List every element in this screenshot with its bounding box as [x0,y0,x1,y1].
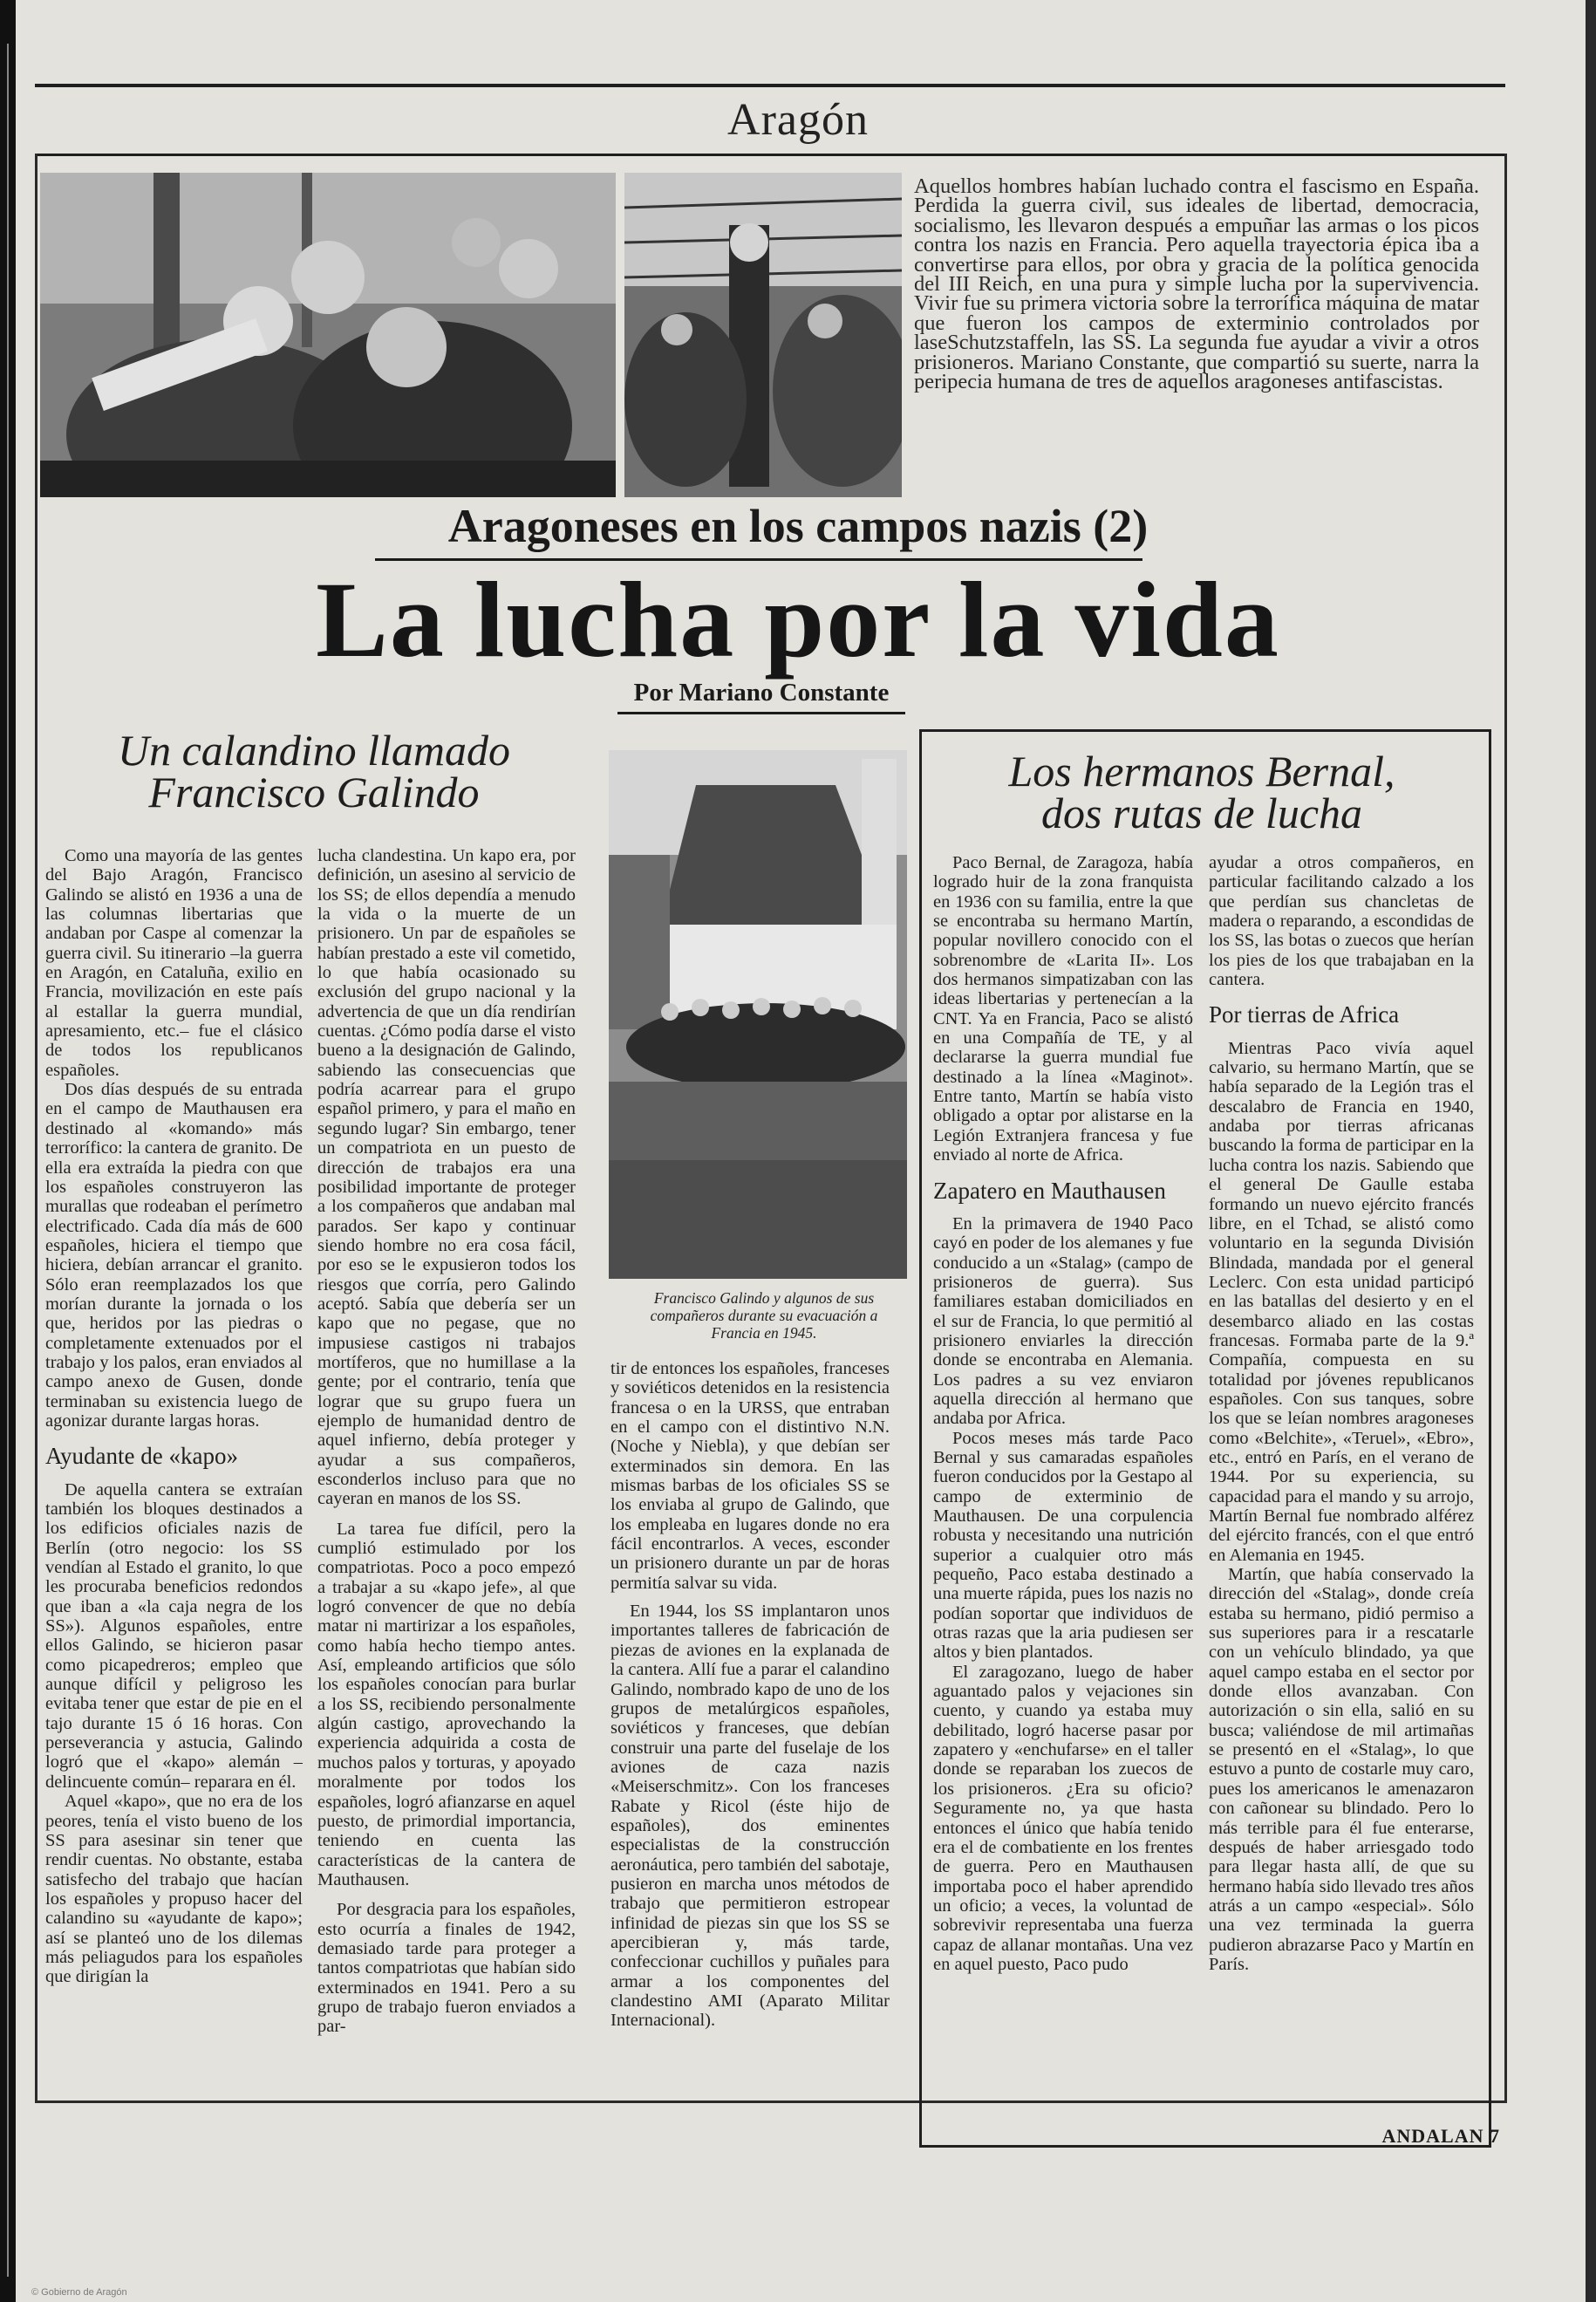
paragraph: El zaragozano, luego de haber aguantado palos y vejaciones sin cuento, y cuando ya estaba muy debilitado, logró hacerse pasar por zapatero y «enchufarse» en el taller donde se reparaban los zuecos de los prisioneros. ¿Era su oficio? Seguramente no, ya que hasta entonces el único que había tenido era el de combatiente en los frentes de guerra. Pero en Mauthausen importaba poco el haber aprendido un oficio; a veces, la voluntad de sobrevivir representaba una fuerza capaz de allanar montañas. Una vez en aquel puesto, Paco pudo [933,1662,1193,1974]
photo-galindo-group [609,750,907,1279]
photo-caption: Francisco Galindo y algunos de sus compañeros durante su evacuación a Francia en 1945. [650,1289,878,1342]
page-footer: ANDALAN 7 [1381,2125,1500,2147]
paragraph: Mientras Paco vivía aquel calvario, su hermano Martín, que se había separado de la Legión tras el descalabro de Francia en 1940, andaba por tierras africanas buscando la forma de participar en la lucha contra los nazis. Sabiendo que el general De Gaulle estaba formando un nuevo ejército francés libre, en el Tchad, se alistó como voluntario en la segunda División Blindada, mandada por el general Leclerc. Con esta unidad participó en las batallas del desierto y en el desembarco aliado en las costas francesas. Formaba parte de la 9.ª Compañía, compuesta en su totalidad por jóvenes republicanos españoles. Con sus tanques, sobre los que se leían nombres aragoneses como «Belchite», «Teruel», «Ebro», etc., entró en París, en el verano de 1944. Por su experiencia, su capacidad para el mando y su arrojo, Martín Bernal fue nombrado alférez del ejército francés, con el que entró en Alemania en 1945. [1209,1038,1474,1565]
bernal-column-2 [1209,853,1474,2135]
paragraph: ayudar a otros compañeros, en particular facilitando calzado a los que perdían sus chancletas de madera o reparando, a escondidas de los SS, las botas o zuecos que herían los pies de los que trabajaban en la cantera. [1209,853,1474,990]
section-heading: Aragón [727,95,869,145]
paragraph: lucha clandestina. Un kapo era, por definición, un asesino al servicio de los SS; de ellos dependía a menudo la vida o la muerte de un prisionero. Un par de españoles se habían prestado a este vil cometido, lo que había ocasionado su exclusión del grupo nacional y la advertencia de que un día rendirían cuentas. ¿Cómo podía darse el visto bueno a la designación de Galindo, sabiendo las consecuencias que podría acarrear para el grupo español primero, y para el maño en segundo lugar? Sin embargo, tener un compatriota en un puesto de dirección de trabajos era una posibilidad importante de proteger a los compañeros que andaban mal parados. Ser kapo y continuar siendo hombre no era cosa fácil, por eso se le expusieron todos los riesgos que corría, pero Galindo aceptó. Sabía que debería ser un kapo que no pegase, que no impusiese castigos ni trabajos mortíferos, que no humillase a la gente; por el contrario, tenía que lograr que su grupo fuera un ejemplo de humanidad dentro de aquel infierno, debía proteger y ayudar a sus compañeros, esconderlos incluso para que no cayeran en manos de los SS. [317,846,576,1509]
bernal-title [923,747,1481,837]
galindo-column-3 [610,1359,890,2144]
galindo-column-2 [317,846,576,2137]
byline-underline [617,712,905,714]
article-intro: Aquellos hombres habían luchado contra el fascismo en España. Perdida la guerra civil, sus ideales de libertad, democracia, socialismo, les llevaron después a empuñar las armas o los picos contra los nazis en Francia. Pero aquella trayectoria épica iba a convertirse para ellos, por obra y gracia de la política genocida del III Reich, en una pura y simple lucha por la supervivencia. Vivir fue su primera victoria sobre la terrorífica máquina de matar que fueron los campos de exterminio controlados por laseSchutzstaffeln, las SS. La segunda fue ayudar a vivir a otros prisioneros. Mariano Constante, que compartió su suerte, narra la peripecia humana de tres de aquellos aragoneses antifascistas. [914,174,1479,394]
archive-credit: © Gobierno de Aragón [31,2287,127,2298]
paragraph: Como una mayoría de las gentes del Bajo Aragón, Francisco Galindo se alistó en 1936 a una de las columnas libertarias que andaban por Caspe al comenzar la guerra civil. Su itinerario –la guerra en Aragón, en Cataluña, exilio en Francia, movilización en este país al estallar la guerra mundial, apresamiento, etc.– fue el clásico de todos los republicanos españoles. [45,846,303,1080]
galindo-title-line1: Un calandino llamado [118,726,510,775]
paragraph: La tarea fue difícil, pero la cumplió estimulado por los compatriotas. Poco a poco empezó a trabajar a su «kapo jefe», al que logró convencer de que no debía matar ni martirizar a los españoles, como había hecho tiempo antes. Así, empleando artificios que sólo los españoles conocían para burlar a los SS, recibiendo personalmente algún castigo, aprovechando la experiencia adquirida a costa de muchos palos y torturas, y apoyado moralmente por todos los españoles, logró afianzarse en aquel puesto, de primordial importancia, teniendo en cuenta las características de la cantera de Mauthausen. [317,1519,576,1889]
book-binding [0,0,16,2302]
bernal-title-line2: dos rutas de lucha [1040,789,1363,837]
subheading-kapo: Ayudante de «kapo» [45,1443,238,1470]
paragraph: tir de entonces los españoles, franceses y soviéticos detenidos en la resistencia francesa o en la URSS, que entraban en el campo con el distintivo N.N. (Noche y Niebla), y que debían ser exterminados sin demora. En las mismas barbas de los oficiales SS se los enviaba al grupo de Galindo, que los empleaba en lugares donde no era fácil encontrarlos. A veces, esconder un prisionero durante un par de horas permitía salvar su vida. [610,1359,890,1593]
binding-line [7,44,9,2277]
subheading-zapatero: Zapatero en Mauthausen [933,1177,1166,1204]
paragraph: Por desgracia para los españoles, esto ocurría a finales de 1942, demasiado tarde para proteger a tantos compatriotas que habían sido exterminados en 1941. Pero a su grupo de trabajo fueron enviados a par- [317,1900,576,2037]
paragraph: Martín, que había conservado la dirección del «Stalag», donde creía estaba su hermano, pidió permiso a sus superiores para ir a rescatarle con un vehículo blindado, ya que aquel campo estaba en el sector por donde ellos avanzaban. Con autorización o sin ella, salió en su busca; valiéndose de mil artimañas se presentó en el «Stalag», lo que estuvo a punto de costarle muy caro, pues los americanos le amenazaron con cañonear su blindado. Pero lo más terrible para él fue enterarse, después de haber arriesgado todo para llegar hasta allí, de que su hermano había sido llevado tres años atrás a un campo «especial». Sólo una vez terminada la guerra pudieron abrazarse Paco y Martín en París. [1209,1565,1474,1974]
galindo-title [70,726,558,816]
paragraph: Pocos meses más tarde Paco Bernal y sus camaradas españoles fueron conducidos por la Gestapo al campo de exterminio de Mauthausen. De una corpulencia robusta y necesitando una nutrición superior a cualquier otro más pequeño, Paco estaba destinado a una muerte rápida, pues los nazis no podían soportar que individuos de otras razas que la aria pudiesen ser altos y bien plantados. [933,1428,1193,1663]
photo-prisoners-fence [624,173,902,497]
galindo-column-1 [45,846,303,2137]
paragraph: Dos días después de su entrada en el campo de Mauthausen era destinado al «komando» más terrorífico: la cantera de granito. De ella era extraída la piedra con que los españoles construyeron las murallas que rodeaban el perímetro electrificado. Cada día más de 600 españoles, hiciera el tiempo que hiciera, debían arrancar el granito. Sólo eran reemplazados los que morían durante la jornada o los que, heridos por las piedras o completamente extenuados por el trabajo y los palos, eran enviados al campo anexo de Gusen, donde terminaban su existencia luego de agonizar durante largas horas. [45,1080,303,1431]
paragraph: Paco Bernal, de Zaragoza, había logrado huir de la zona franquista en 1936 con su familia, entre la que se encontraba su hermano Martín, popular novillero conocido con el sobrenombre de «Larita II». Los dos hermanos simpatizaban con las ideas libertarias y pertenecían a la CNT. Ya en Francia, Paco se alistó en una Compañía de TE, y al declararse la guerra mundial fue destinado a la línea «Maginot». Entre tanto, Martín se había visto obligado a optar por alistarse en la Legión Extranjera francesa y fue enviado al norte de Africa. [933,853,1193,1165]
paragraph: En 1944, los SS implantaron unos importantes talleres de fabricación de piezas de aviones en la explanada de la cantera. Allí fue a parar el calandino Galindo, nombrado kapo de uno de los grupos de metalúrgicos españoles, soviéticos y franceses, que debían construir una parte del fuselaje de los aviones de caza nazis «Meiserschmitz». Con los franceses Rabate y Ricol (éste hijo de españoles), dos eminentes especialistas de la construcción aeronáutica, pero también del sabotaje, pusieron en marcha unos métodos de trabajo que permitieron estropear infinidad de piezas sin que los SS se apercibieran y, más tarde, confeccionar cuchillos y puñales para armar a los componentes del clandestino AMI (Aparato Militar Internacional). [610,1602,890,2031]
bernal-title-line1: Los hermanos Bernal, [1008,747,1395,796]
paragraph: En la primavera de 1940 Paco cayó en poder de los alemanes y fue conducido a un «Stalag» (campo de prisioneros de guerra). Sus familiares estaban domiciliados en el sur de Francia, lo que permitió al prisionero enviarles la dirección donde se encontraba en Alemania. Los padres a su vez enviaron aquella dirección al hermano que andaba por Africa. [933,1213,1193,1429]
article-kicker: Aragoneses en los campos nazis (2) [447,500,1149,552]
subheading-africa: Por tierras de Africa [1209,1001,1400,1028]
paragraph: De aquella cantera se extraían también los bloques destinados a los edificios oficiales nazis de Berlín (otro negocio: los SS vendían al Estado el granito, lo que les procuraba beneficios redondos que iban a «la caja negra de los SS»). Algunos españoles, entre ellos Galindo, se hicieron pasar como picapedreros; empleo que aunque difícil y peligroso les evitaba tener que estar de pie en el tajo durante 15 ó 16 horas. Con perseverancia y astucia, Galindo logró que el «kapo» alemán –delincuente común– reparara en él. [45,1479,303,1792]
galindo-title-line2: Francisco Galindo [148,768,480,816]
photo-prisoners-camp [40,173,616,497]
top-rule [35,84,1505,87]
bernal-column-1 [933,853,1193,2135]
paragraph: Aquel «kapo», que no era de los peores, tenía el visto bueno de los SS para asesinar sin tener que rendir cuentas. No obstante, estaba satisfecho del trabajo que hacían los españoles y propuso hacer del calandino su «ayudante de kapo»; así se planteó uno de los dilemas más peliagudos para los españoles que dirigían la [45,1792,303,1987]
article-byline: Por Mariano Constante [633,679,890,707]
article-headline: La lucha por la vida [316,560,1280,680]
